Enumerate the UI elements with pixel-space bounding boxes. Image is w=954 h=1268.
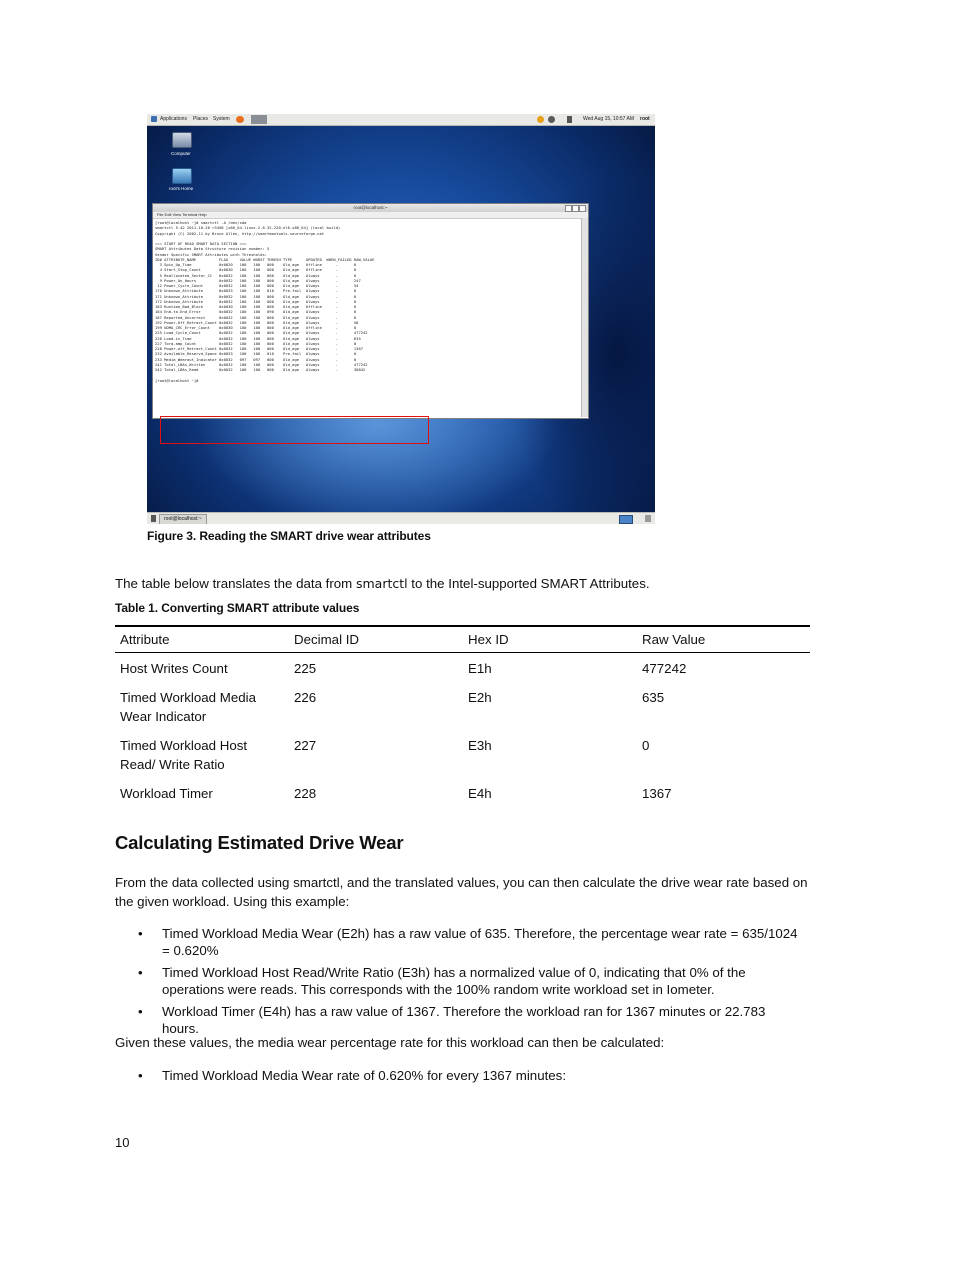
- workspace-switcher-icon[interactable]: [619, 515, 633, 524]
- terminal-line: 225 Load_Cycle_Count 0x0032 100 100 000 Old_age Always - 477242: [155, 330, 368, 336]
- terminal-line: Vendor Specific SMART Attributes with Thresholds:: [155, 251, 268, 257]
- menu-applications[interactable]: Applications: [160, 116, 187, 122]
- cell-decimal-id: 227: [294, 737, 317, 753]
- terminal-line: 170 Unknown_Attribute 0x0033 100 100 010 Pre-fail Always - 0: [155, 288, 357, 294]
- header-attribute: Attribute: [115, 626, 289, 653]
- computer-icon[interactable]: [172, 132, 192, 148]
- trash-icon[interactable]: [645, 515, 651, 522]
- clock[interactable]: Wed Aug 15, 10:57 AM: [583, 116, 635, 122]
- computer-icon-label: Computer: [171, 151, 191, 156]
- cell-attribute: Workload Timer: [120, 785, 213, 801]
- terminal-line: 12 Power_Cycle_Count 0x0032 100 100 000 Old_age Always - 54: [155, 283, 359, 288]
- cell-hex-id: E1h: [468, 661, 492, 676]
- figure-caption: Figure 3. Reading the SMART drive wear attributes: [147, 529, 431, 543]
- list-item: • Timed Workload Media Wear (E2h) has a raw value of 635. Therefore, the percentage wear rate = 635/1024 = 0.620%: [115, 925, 805, 959]
- terminal-line: 232 Available_Reservd_Space 0x0033 100 100 010 Pre-fail Always - 0: [155, 351, 357, 357]
- terminal-line: 227 Torq-amp_Count 0x0032 100 100 000 Old_age Always - 0: [155, 340, 357, 346]
- smart-conversion-table: [115, 625, 810, 807]
- terminal-title: root@localhost:~: [353, 205, 388, 210]
- cell-raw-value: 0: [642, 737, 650, 753]
- terminal-line: 184 End-to-End_Error 0x0032 100 100 090 Old_age Always - 0: [155, 309, 357, 315]
- menu-places[interactable]: Places: [193, 116, 209, 122]
- terminal-line: 9 Power_On_Hours 0x0032 100 100 000 Old_age Always - 247: [155, 277, 361, 283]
- cell-hex-id: E4h: [468, 785, 492, 801]
- network-icon[interactable]: [548, 116, 555, 123]
- volume-icon[interactable]: [567, 116, 572, 123]
- intro-after: to the Intel-supported SMART Attributes.: [407, 576, 650, 591]
- header-hex-id: Hex ID: [463, 626, 637, 653]
- cell-hex-id: E3h: [468, 737, 492, 753]
- screenshot-icon[interactable]: [251, 115, 267, 124]
- gnome-foot-icon: [151, 116, 157, 122]
- terminal-line: 187 Reported_Uncorrect 0x0032 100 100 000 Old_age Always - 0: [155, 314, 357, 320]
- terminal-line: 3 Spin_Up_Time 0x0020 100 100 000 Old_age Offline - 0: [155, 262, 357, 267]
- maximize-icon[interactable]: [572, 205, 579, 212]
- cell-decimal-id: 225: [294, 661, 317, 676]
- table-row: [115, 778, 810, 807]
- table-row: [115, 730, 810, 778]
- terminal-line: 228 Power-off_Retract_Count 0x0032 100 100 000 Old_age Always - 1367: [155, 346, 364, 351]
- top-panel: [147, 114, 655, 126]
- header-decimal-id: Decimal ID: [289, 626, 463, 653]
- minimize-icon[interactable]: [565, 205, 572, 212]
- cell-attribute: Timed Workload Host Read/ Write Ratio: [120, 737, 248, 772]
- terminal-titlebar[interactable]: [153, 204, 588, 212]
- table-header-row: [115, 626, 810, 653]
- terminal-output[interactable]: [155, 220, 579, 416]
- table-row: [115, 653, 810, 682]
- terminal-line: [root@localhost ~]# smartctl -A /dev/sda: [155, 220, 247, 225]
- cell-attribute: Host Writes Count: [120, 661, 228, 676]
- menu-system[interactable]: System: [213, 116, 230, 122]
- home-folder-icon-label: root's Home: [169, 186, 194, 191]
- terminal-line: smartctl 5.42 2011-10-20 r3458 [x86_64-linux-2.6.32-220.el6.x86_64] (local build): [155, 225, 341, 231]
- terminal-line: === START OF READ SMART DATA SECTION ===: [155, 241, 247, 246]
- user-name[interactable]: root: [640, 116, 650, 122]
- cell-decimal-id: 228: [294, 785, 317, 801]
- page-number: 10: [115, 1135, 130, 1150]
- terminal-line: 172 Unknown_Attribute 0x0032 100 100 000 Old_age Always - 0: [155, 298, 357, 304]
- cell-attribute: Timed Workload Media Wear Indicator: [120, 689, 256, 724]
- update-icon[interactable]: [537, 116, 544, 123]
- firefox-icon[interactable]: [236, 116, 244, 123]
- terminal-line: 5 Reallocated_Sector_Ct 0x0032 100 100 000 Old_age Always - 0: [155, 272, 357, 278]
- cell-raw-value: 635: [642, 689, 665, 705]
- intro-before: The table below translates the data from: [115, 576, 356, 591]
- table-caption: Table 1. Converting SMART attribute values: [115, 601, 360, 615]
- cell-hex-id: E2h: [468, 689, 492, 705]
- list-item: • Timed Workload Host Read/Write Ratio (E3h) has a normalized value of 0, indicating that 0% of the operations were reads. This corresponds with the 100% random write workload set in Iometer.: [115, 964, 805, 998]
- terminal-line: Copyright (C) 2002-11 by Bruce Allen, http://smartmontools.sourceforge.net: [155, 230, 325, 236]
- terminal-line: 233 Media_Wearout_Indicator 0x0032 097 097 000 Old_age Always - 0: [155, 356, 357, 362]
- bottom-panel: [147, 512, 655, 524]
- terminal-line: 171 Unknown_Attribute 0x0032 100 100 000 Old_age Always - 0: [155, 293, 357, 299]
- close-icon[interactable]: [579, 205, 586, 212]
- list-item: • Timed Workload Media Wear rate of 0.620% for every 1367 minutes:: [115, 1067, 805, 1084]
- terminal-line: 242 Total_LBAs_Read 0x0032 100 100 000 Old_age Always - 30842: [155, 367, 366, 372]
- table-row: [115, 682, 810, 730]
- highlight-box: [160, 416, 429, 444]
- terminal-line: [root@localhost ~]#: [155, 377, 201, 383]
- cell-raw-value: 1367: [642, 785, 672, 801]
- terminal-line: 183 Runtime_Bad_Block 0x0030 100 100 000 Old_age Offline - 0: [155, 304, 357, 309]
- header-raw-value: Raw Value: [637, 626, 810, 653]
- terminal-line: 4 Start_Stop_Count 0x0030 100 100 000 Old_age Offline - 0: [155, 267, 357, 273]
- section-paragraph-2: Given these values, the media wear percentage rate for this workload can then be calculated:: [115, 1035, 665, 1050]
- terminal-line: ID# ATTRIBUTE_NAME FLAG VALUE WORST THRESH TYPE UPDATED WHEN_FAILED RAW_VALUE: [155, 256, 375, 262]
- terminal-window[interactable]: [152, 203, 589, 419]
- terminal-line: 192 Power-Off_Retract_Count 0x0032 100 100 000 Old_age Always - 58: [155, 319, 359, 325]
- cell-raw-value: 477242: [642, 661, 687, 676]
- terminal-scrollbar[interactable]: [581, 218, 588, 417]
- terminal-line: SMART Attributes Data Structure revision number: 5: [155, 246, 270, 252]
- cell-decimal-id: 226: [294, 689, 317, 705]
- bullet-list-2: [115, 1067, 805, 1084]
- terminal-line: 199 UDMA_CRC_Error_Count 0x0030 100 100 000 Old_age Offline - 0: [155, 325, 357, 330]
- desktop-background: [147, 124, 655, 512]
- show-desktop-icon[interactable]: [151, 515, 156, 522]
- figure-screenshot: [147, 114, 655, 524]
- bullet-list-1: [115, 925, 805, 1037]
- taskbar-terminal-button[interactable]: root@localhost:~: [159, 514, 207, 524]
- terminal-line: 241 Total_LBAs_Written 0x0032 100 100 000 Old_age Always - 477242: [155, 361, 368, 367]
- list-item: • Workload Timer (E4h) has a raw value of 1367. Therefore the workload ran for 1367 minutes or 22.783 hours.: [115, 1003, 805, 1037]
- home-folder-icon[interactable]: [172, 168, 192, 184]
- intro-paragraph: [115, 574, 650, 593]
- terminal-line: 226 Load-in_Time 0x0032 100 100 000 Old_age Always - 635: [155, 335, 361, 341]
- section-heading: Calculating Estimated Drive Wear: [115, 832, 404, 853]
- section-paragraph-1: From the data collected using smartctl, and the translated values, you can then calculate the drive wear rate based on the given workload. Using this example:: [115, 875, 808, 909]
- terminal-menubar[interactable]: File Edit View Terminal Help: [153, 212, 588, 219]
- intro-command: smartctl: [355, 576, 408, 591]
